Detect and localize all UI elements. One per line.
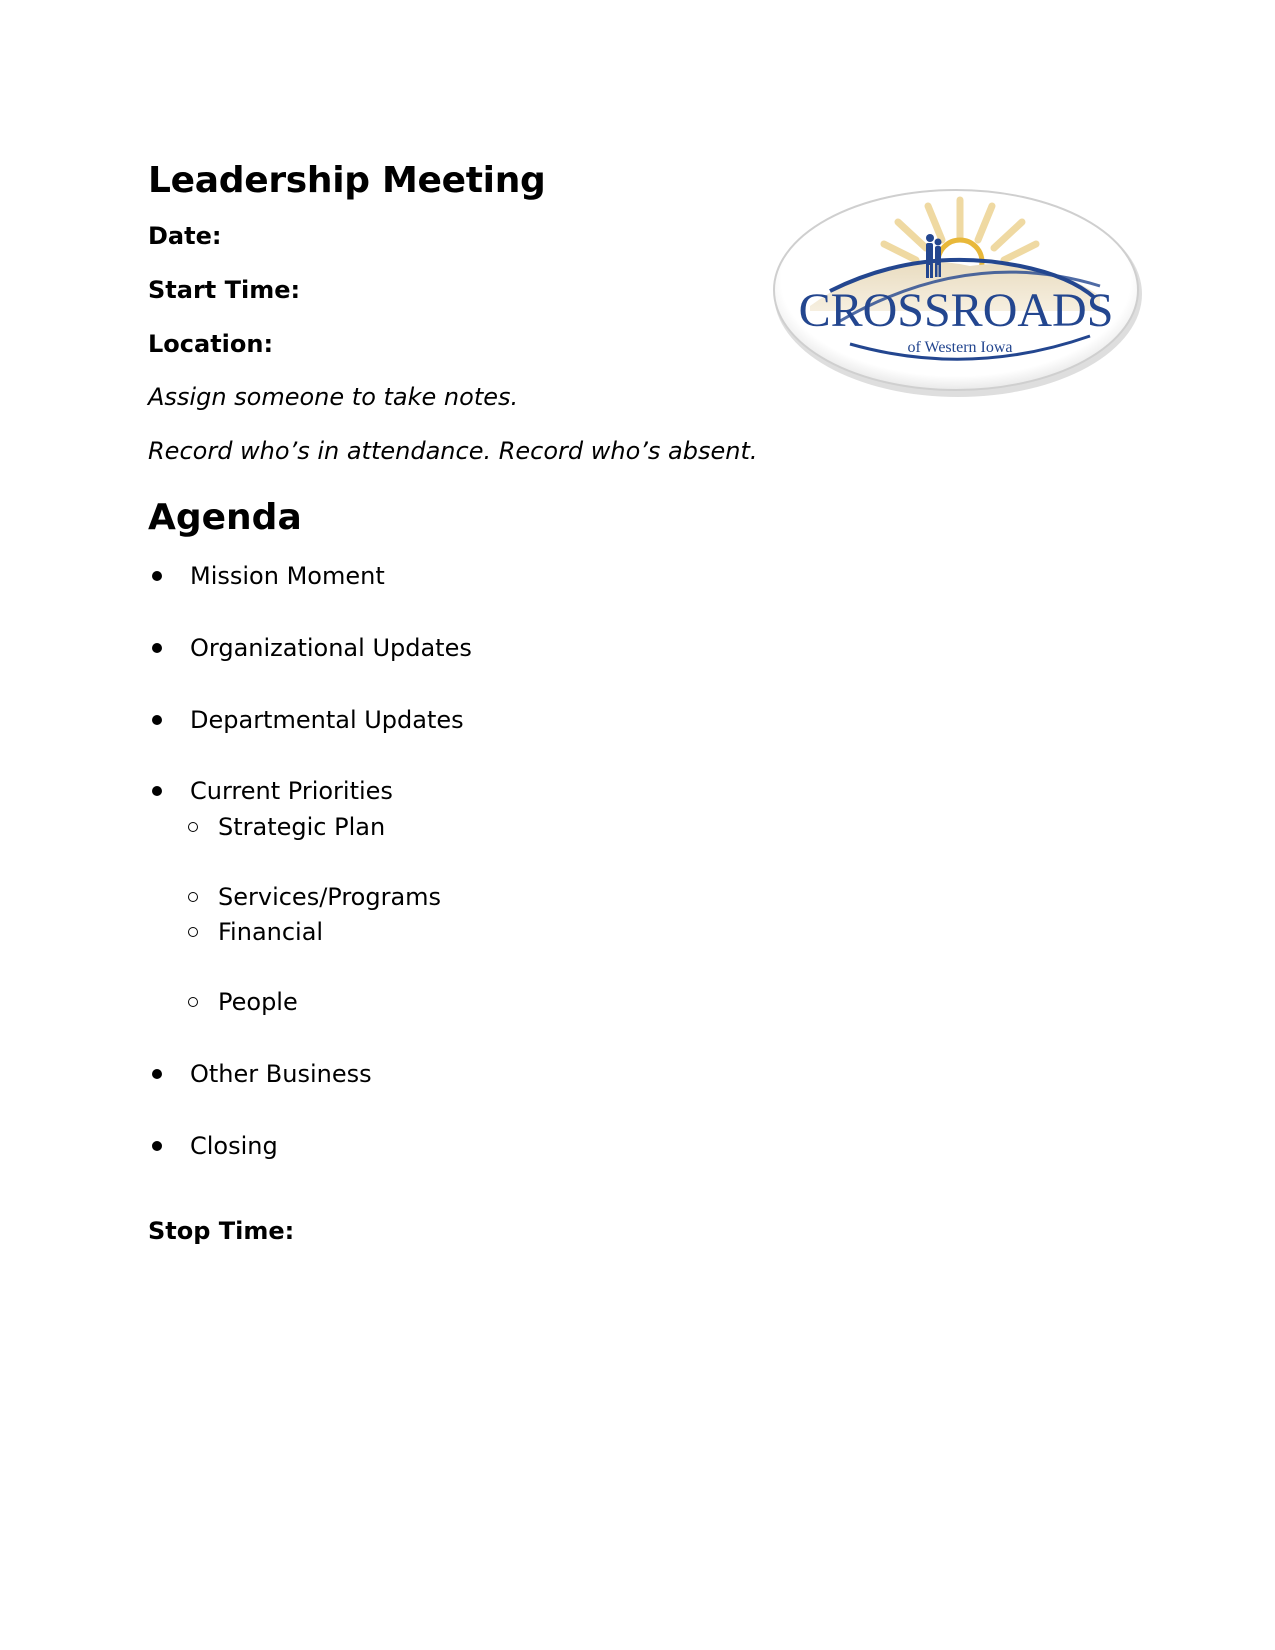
agenda-sub-item: Strategic Plan <box>186 813 385 841</box>
agenda-heading: Agenda <box>148 497 302 538</box>
bullet-icon <box>152 1069 162 1079</box>
logo-tagline: of Western Iowa <box>907 339 1013 356</box>
page-title: Leadership Meeting <box>148 160 546 201</box>
bullet-icon <box>152 643 162 653</box>
agenda-item: Departmental Updates <box>148 706 464 734</box>
start-time-label: Start Time: <box>148 276 301 304</box>
bullet-icon <box>152 786 162 796</box>
location-label: Location: <box>148 330 274 358</box>
date-label: Date: <box>148 222 222 250</box>
hollow-bullet-icon <box>188 822 198 832</box>
hollow-bullet-icon <box>188 892 198 902</box>
agenda-item: Other Business <box>148 1060 372 1088</box>
instruction-notes: Assign someone to take notes. <box>148 383 519 411</box>
stop-time-label: Stop Time: <box>148 1217 295 1245</box>
bullet-icon <box>152 1141 162 1151</box>
hollow-bullet-icon <box>188 997 198 1007</box>
agenda-item: Mission Moment <box>148 562 385 590</box>
agenda-sub-item: Services/Programs <box>186 883 441 911</box>
agenda-sub-item: Financial <box>186 918 323 946</box>
crossroads-logo <box>770 186 1150 406</box>
instruction-attendance: Record who’s in attendance. Record who’s absent. <box>148 437 758 465</box>
agenda-sub-item: People <box>186 988 298 1016</box>
agenda-item: Closing <box>148 1132 278 1160</box>
bullet-icon <box>152 571 162 581</box>
bullet-icon <box>152 715 162 725</box>
logo-wordmark: CROSSROADS <box>798 284 1114 337</box>
agenda-item: Current Priorities <box>148 777 393 805</box>
hollow-bullet-icon <box>188 927 198 937</box>
agenda-item: Organizational Updates <box>148 634 472 662</box>
